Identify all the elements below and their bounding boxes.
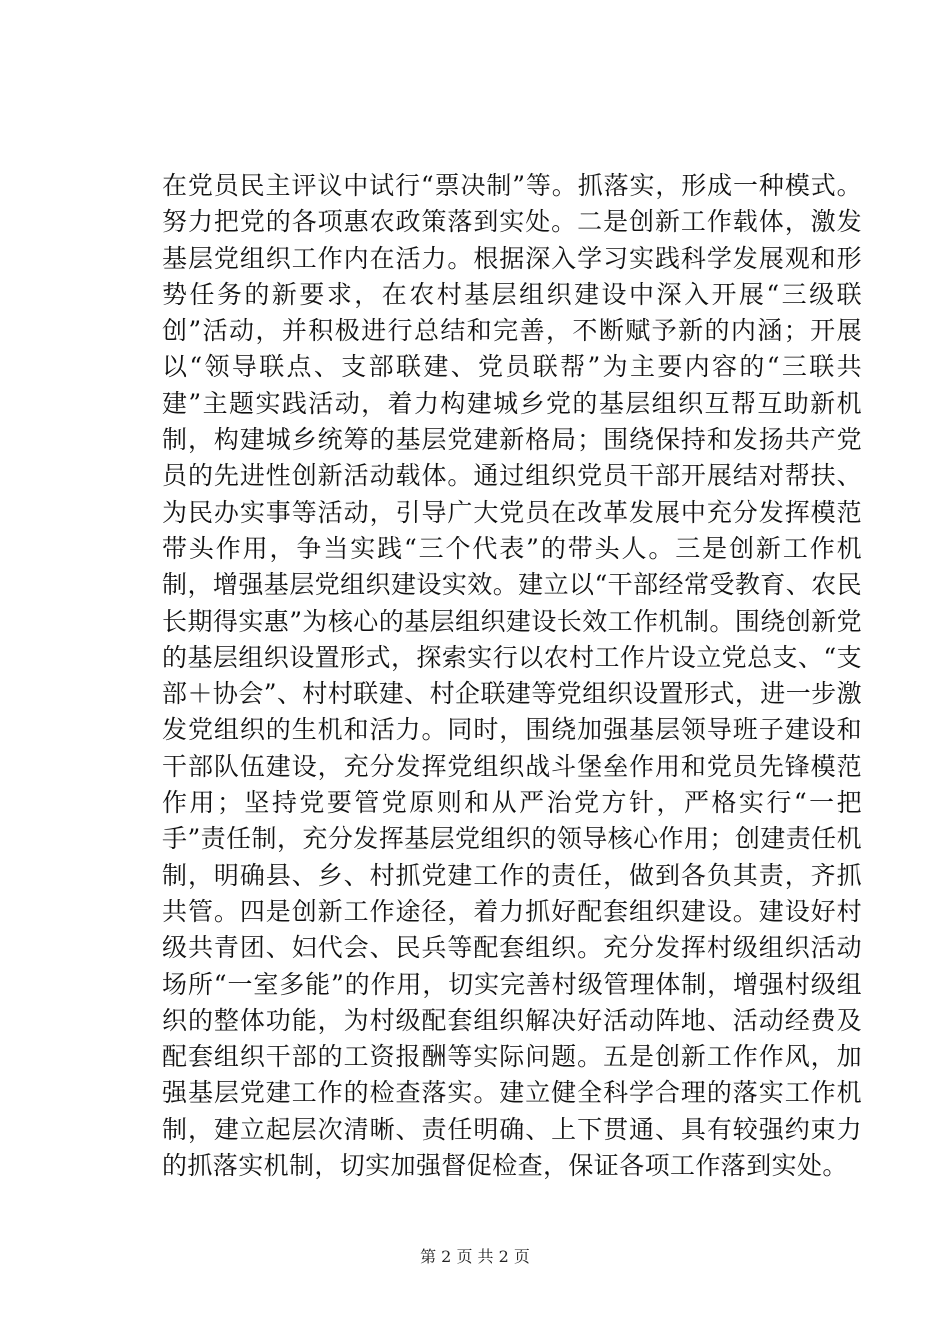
body-paragraph: 在党员民主评议中试行“票决制”等。抓落实，形成一种模式。努力把党的各项惠农政策落到实处。二是创新工作载体，激发基层党组织工作内在活力。根据深入学习实践科学发展观和形势任务的新要求，在农村基层组织建设中深入开展“三级联创”活动，并积极进行总结和完善，不断赋予新的内涵；开展以“领导联点、支部联建、党员联帮”为主要内容的“三联共建”主题实践活动，着力构建城乡党的基层组织互帮互助新机制，构建城乡统筹的基层党建新格局；围绕保持和发扬共产党员的先进性创新活动载体。通过组织党员干部开展结对帮扶、为民办实事等活动，引导广大党员在改革发展中充分发挥模范带头作用，争当实践“三个代表”的带头人。三是创新工作机制，增强基层党组织建设实效。建立以“干部经常受教育、农民长期得实惠”为核心的基层组织建设长效工作机制。围绕创新党的基层组织设置形式，探索实行以农村工作片设立党总支、“支部＋协会”、村村联建、村企联建等党组织设置形式，进一步激发党组织的生机和活力。同时，围绕加强基层领导班子建设和干部队伍建设，充分发挥党组织战斗堡垒作用和党员先锋模范作用；坚持党要管党原则和从严治党方针，严格实行“一把手”责任制，充分发挥基层党组织的领导核心作用；创建责任机制，明确县、乡、村抓党建工作的责任，做到各负其责，齐抓共管。四是创新工作途径，着力抓好配套组织建设。建设好村级共青团、妇代会、民兵等配套组织。充分发挥村级组织活动场所“一室多能”的作用，切实完善村级管理体制，增强村级组织的整体功能，为村级配套组织解决好活动阵地、活动经费及配套组织干部的工资报酬等实际问题。五是创新工作作风，加强基层党建工作的检查落实。建立健全科学合理的落实工作机制，建立起层次清晰、责任明确、上下贯通、具有较强约束力的抓落实机制，切实加强督促检查，保证各项工作落到实处。 — [162, 171, 862, 1181]
page-number-footer: 第 2 页 共 2 页 — [420, 1247, 530, 1266]
